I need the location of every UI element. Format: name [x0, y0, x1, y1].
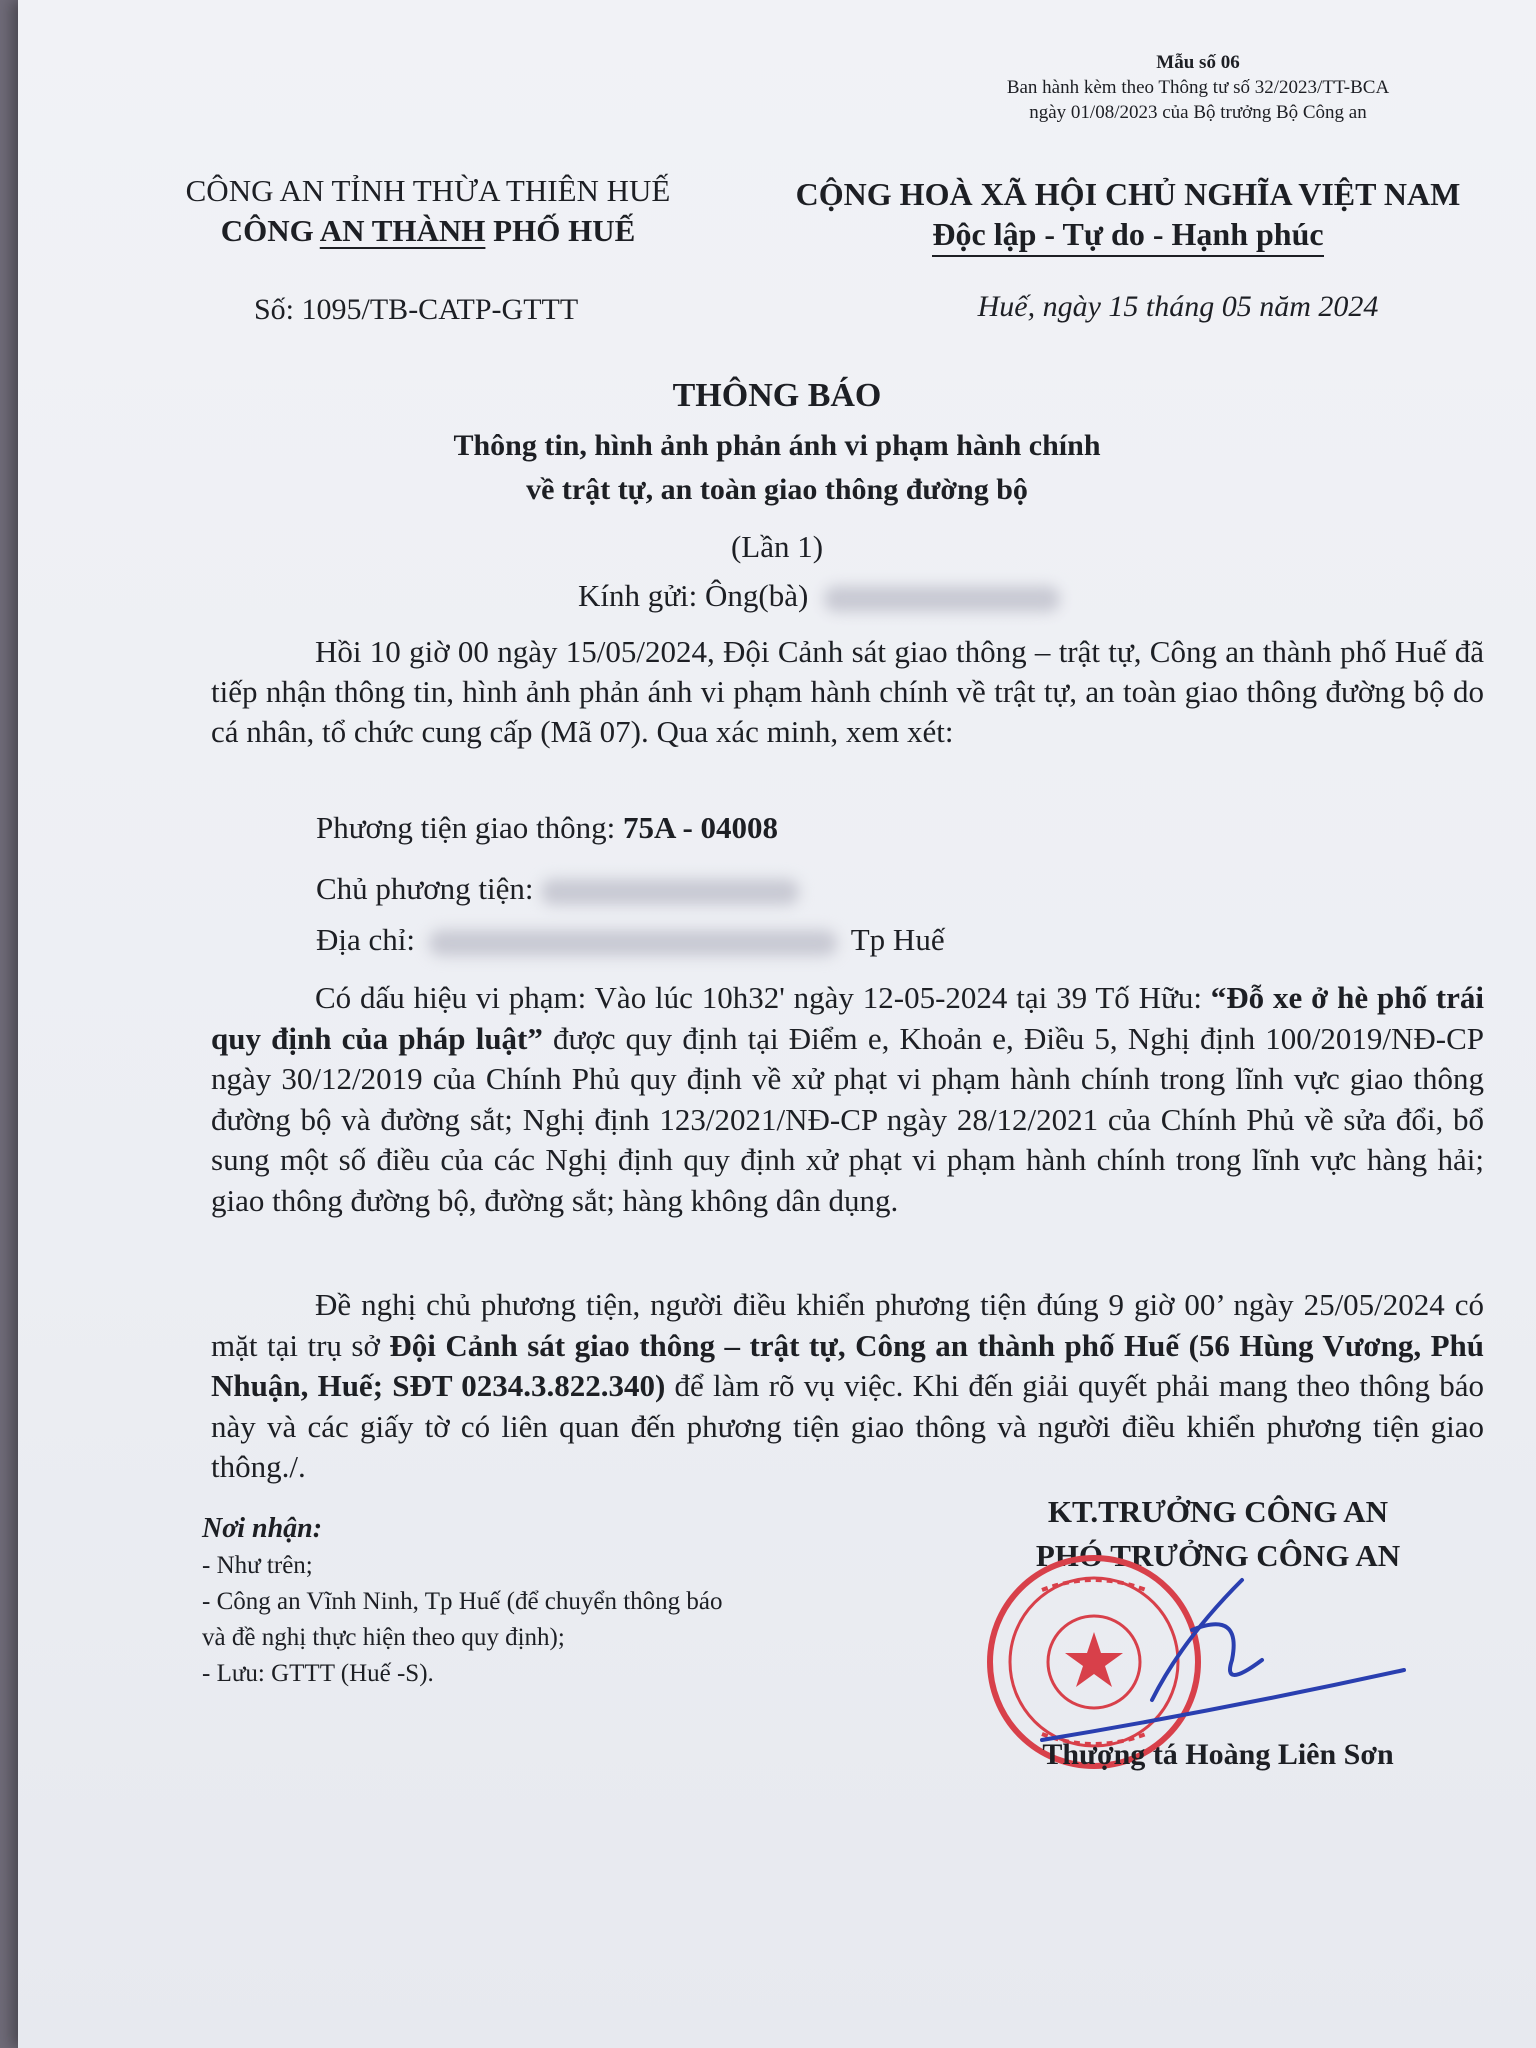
document-subtitle-2: về trật tự, an toàn giao thông đường bộ [526, 473, 1028, 506]
signer-name: Thượng tá Hoàng Liên Sơn [1042, 1738, 1394, 1771]
stamp-seal-icon [990, 1558, 1198, 1766]
form-issued-line2: ngày 01/08/2023 của Bộ trưởng Bộ Công an [1029, 102, 1367, 123]
signature-title-2: PHÓ TRƯỞNG CÔNG AN [1035, 1538, 1401, 1573]
nation-title: CỘNG HOÀ XÃ HỘI CHỦ NGHĨA VIỆT NAM [795, 176, 1461, 212]
recipient-item: - Lưu: GTTT (Huế -S). [202, 1660, 434, 1687]
redacted-owner [541, 879, 799, 905]
address-city: Tp Huế [850, 922, 945, 957]
recipient-label: Kính gửi: Ông(bà) [578, 578, 809, 613]
vehicle-plate: 75A - 04008 [623, 810, 779, 845]
address-label: Địa chỉ: [316, 922, 423, 957]
form-reference [918, 50, 1478, 125]
form-number: Mẫu số 06 [1156, 52, 1240, 73]
nation-motto [738, 216, 1518, 253]
owner-field [316, 871, 799, 907]
request-instructions: để làm rõ vụ việc. Khi đến giải quyết phải mang theo thông báo này và các giấy tờ có liên quan đến phương tiện giao thông và người điều khiển phương tiện giao thông./. [211, 1368, 1484, 1484]
org-line2-underlined: AN THÀNH [319, 213, 486, 248]
recipient-item: và đề nghị thực hiện theo quy định); [202, 1624, 565, 1651]
address-field [316, 922, 945, 958]
recipients-list [202, 1510, 902, 1692]
violation-description: “Đỗ xe ở hè phố trái quy định của pháp luật” [211, 980, 1484, 1056]
document-page [18, 0, 1536, 2048]
document-date: Huế, ngày 15 tháng 05 năm 2024 [977, 290, 1379, 323]
redacted-address [429, 930, 837, 956]
org-line2 [138, 213, 718, 249]
recipients-heading: Nơi nhận: [202, 1513, 323, 1544]
org-line1: CÔNG AN TỈNH THỪA THIÊN HUẾ [185, 173, 671, 208]
org-line2-pre: CÔNG [220, 213, 320, 248]
attempt-number: (Lần 1) [730, 529, 824, 564]
request-paragraph [211, 1285, 1484, 1488]
recipient-item: - Công an Vĩnh Ninh, Tp Huế (để chuyển thông báo [202, 1588, 723, 1615]
form-issued-line1: Ban hành kèm theo Thông tư số 32/2023/TT-BCA [1006, 77, 1390, 98]
request-intro: Đề nghị chủ phương tiện, người điều khiển phương tiện đúng 9 giờ 00’ ngày 25/05/2024 có mặt tại trụ sở [211, 1287, 1484, 1363]
violation-intro: Có dấu hiệu vi phạm: Vào lúc 10h32' ngày 12-05-2024 tại 39 Tố Hữu: [315, 980, 1211, 1015]
violation-paragraph [211, 978, 1484, 1221]
recipient-item: - Như trên; [202, 1552, 313, 1579]
signature-title-1: KT.TRƯỞNG CÔNG AN [1047, 1494, 1389, 1529]
request-office: Đội Cảnh sát giao thông – trật tự, Công an thành phố Huế (56 Hùng Vương, Phú Nhuận, Huế; SĐT 0234.3.822.340) [211, 1327, 1484, 1403]
violation-legal-basis: được quy định tại Điểm e, Khoản e, Điều 5, Nghị định 100/2019/NĐ-CP ngày 30/12/2019 của Chính Phủ quy định về xử phạt vi phạm hành chính trong lĩnh vực giao thông đường bộ và đường sắt; Nghị định 123/2021/NĐ-CP ngày 28/12/2021 của Chính Phủ về sửa đổi, bổ sung một số điều của các Nghị định quy định xử phạt vi phạm hành chính trong lĩnh vực hàng hải; giao thông đường bộ, đường sắt; hàng không dân dụng. [211, 1020, 1485, 1218]
nation-motto-text: Độc lập - Tự do - Hạnh phúc [932, 216, 1323, 257]
vehicle-label: Phương tiện giao thông: [316, 810, 624, 845]
document-number: Số: 1095/TB-CATP-GTTT [254, 293, 579, 326]
vehicle-field [316, 810, 778, 846]
redacted-name [824, 586, 1060, 612]
recipient-line [578, 578, 1060, 614]
org-line2-post: PHỐ HUẾ [485, 213, 636, 248]
document-title: THÔNG BÁO [672, 377, 882, 414]
document-subtitle-1: Thông tin, hình ảnh phản ánh vi phạm hành chính [453, 429, 1101, 462]
intro-paragraph: Hồi 10 giờ 00 ngày 15/05/2024, Đội Cảnh sát giao thông – trật tự, Công an thành phố Huế đã tiếp nhận thông tin, hình ảnh phản ánh vi phạm hành chính về trật tự, an toàn giao thông đường bộ do cá nhân, tổ chức cung cấp (Mã 07). Qua xác minh, xem xét: [211, 634, 1484, 749]
owner-label: Chủ phương tiện: [316, 871, 542, 906]
